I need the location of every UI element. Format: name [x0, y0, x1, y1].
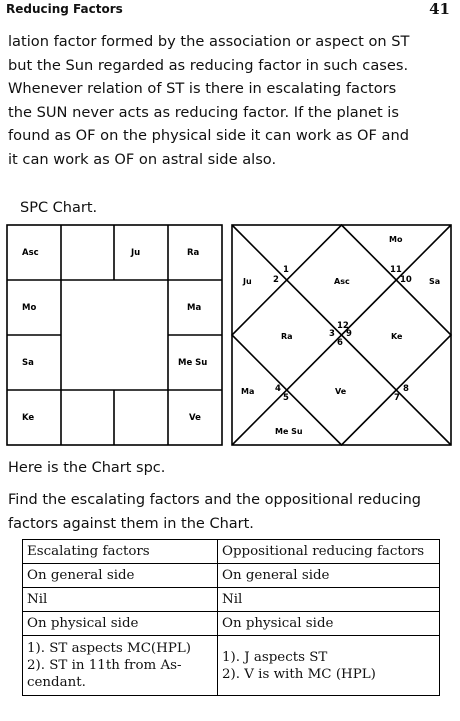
running-title: Reducing Factors — [6, 2, 123, 16]
house-number: 8 — [403, 384, 409, 394]
factors-table — [22, 539, 440, 696]
question-text: Find the escalating factors and the oppositional reducing factors against them in the Chart. — [8, 492, 422, 532]
planet-label: Me Su — [275, 427, 303, 436]
planet-label: Sa — [429, 277, 441, 286]
table-cell: Nil — [23, 588, 218, 612]
planet-label: Ve — [335, 387, 347, 396]
north-indian-chart — [231, 224, 452, 446]
planet-label: Asc — [334, 277, 350, 286]
table-cell: On physical side — [218, 612, 440, 636]
house-number: 12 — [337, 321, 349, 331]
column-header: Escalating factors — [23, 540, 218, 564]
cell-text: Sa — [22, 358, 34, 368]
planet-label: Ra — [281, 332, 293, 341]
paragraph-line: but the Sun regarded as reducing factor in such cases. — [8, 56, 409, 74]
table-row — [23, 564, 440, 588]
house-number: 4 — [275, 384, 281, 394]
chart-caption: SPC Chart. — [20, 200, 98, 216]
planet-label: Mo — [389, 235, 403, 244]
cell-text: Me Su — [178, 358, 208, 368]
house-number: 9 — [346, 329, 352, 339]
body-paragraph — [8, 30, 448, 172]
house-number: 5 — [283, 393, 289, 403]
table-row — [23, 636, 440, 696]
cell-line: 2). V is with MC (HPL) — [222, 666, 376, 682]
table-header-row — [23, 540, 440, 564]
chart-note: Here is the Chart spc. — [8, 460, 166, 476]
house-number: 2 — [273, 275, 279, 285]
paragraph-line: the SUN never acts as reducing factor. If the planet is — [8, 103, 399, 121]
planet-label: Ma — [241, 387, 255, 396]
column-header: Oppositional reducing factors — [218, 540, 440, 564]
table-cell — [23, 636, 218, 696]
planet-label: Ju — [243, 277, 252, 286]
cell-line: 1). ST aspects MC(HPL) — [27, 641, 191, 656]
table-cell: Nil — [218, 588, 440, 612]
table-cell — [218, 636, 440, 696]
house-number: 7 — [394, 393, 400, 403]
house-number: 1 — [283, 265, 289, 275]
table-row — [23, 588, 440, 612]
cell-text: Asc — [22, 248, 39, 258]
table-cell: On general side — [23, 564, 218, 588]
house-number: 10 — [400, 275, 412, 285]
paragraph-line: it can work as OF on astral side also. — [8, 150, 277, 168]
cell-line: 2). ST in 11th from As- — [27, 658, 182, 673]
house-number: 11 — [390, 265, 402, 275]
cell-text: Ju — [131, 248, 141, 258]
cell-text: Ra — [187, 248, 200, 258]
cell-line: 1). J aspects ST — [222, 649, 328, 665]
table-cell: On general side — [218, 564, 440, 588]
cell-text: Ke — [22, 413, 35, 423]
house-number: 3 — [329, 329, 335, 339]
planet-label: Ke — [391, 332, 403, 341]
paragraph-line: found as OF on the physical side it can work as OF and — [8, 127, 409, 145]
page-number: 41 — [429, 0, 450, 18]
cell-line: cendant. — [27, 675, 86, 690]
cell-text: Ve — [189, 413, 201, 423]
paragraph-line: Whenever relation of ST is there in escalating factors — [8, 80, 397, 98]
cell-text: Ma — [187, 303, 202, 313]
house-number: 6 — [337, 338, 343, 348]
table-cell: On physical side — [23, 612, 218, 636]
cell-text: Mo — [22, 303, 37, 313]
table-row — [23, 612, 440, 636]
south-indian-chart — [6, 224, 223, 446]
paragraph-line: lation factor formed by the association or aspect on ST — [8, 33, 410, 50]
